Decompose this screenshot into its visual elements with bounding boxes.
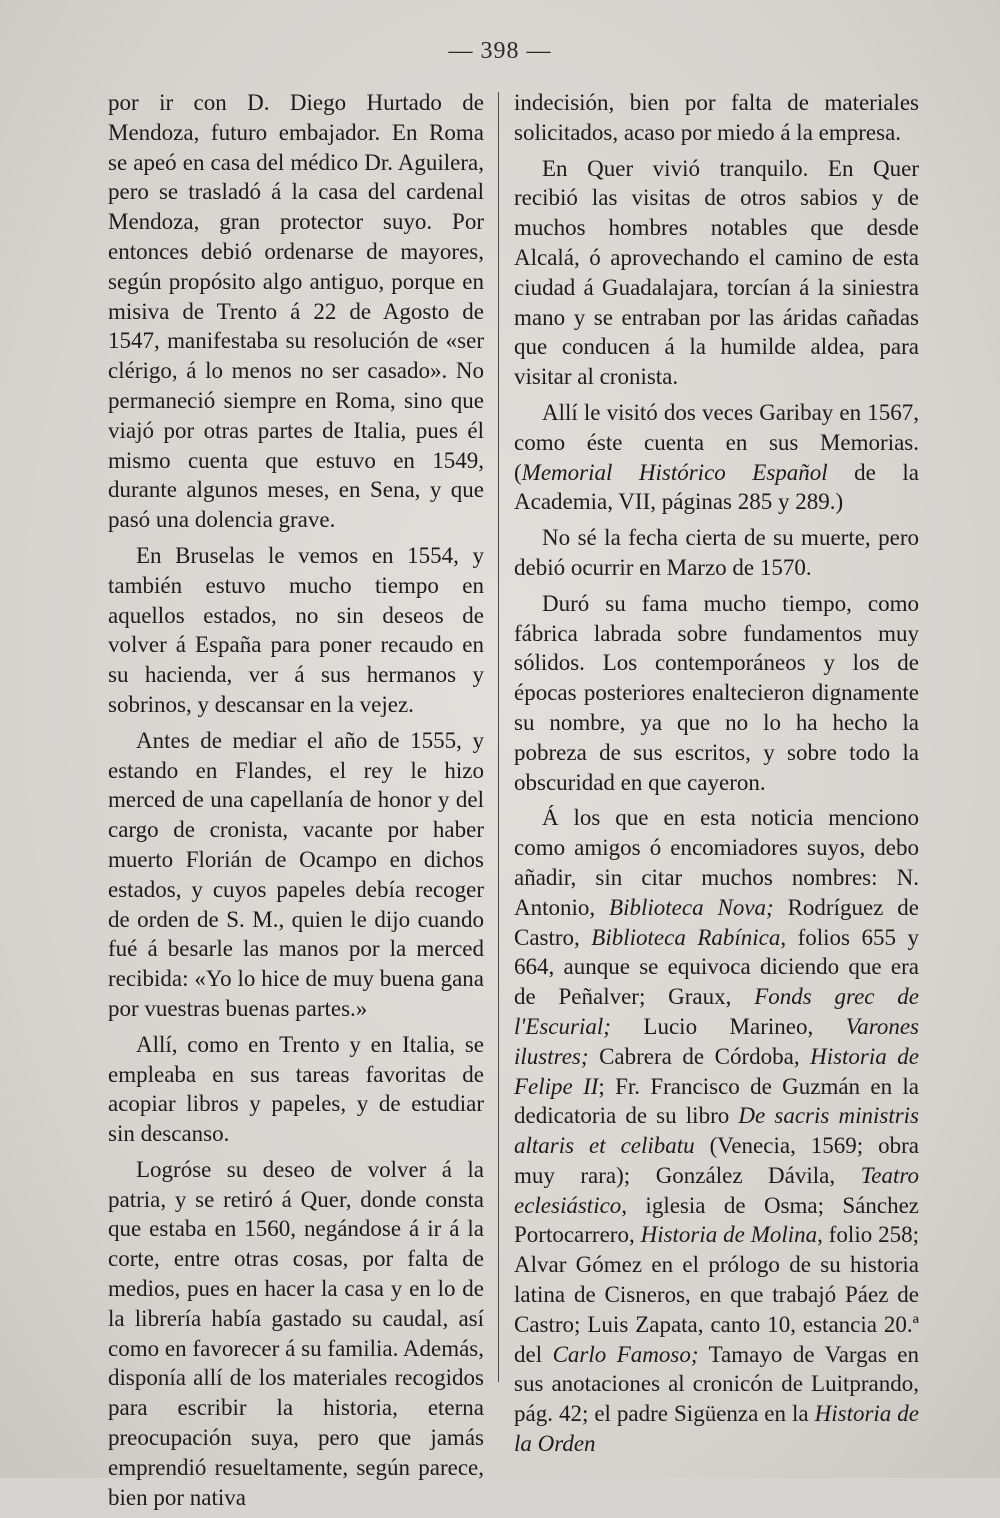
paragraph: indecisión, bien por falta de materiales solicitados, acaso por miedo á la empresa. <box>514 90 919 145</box>
italic-title: Biblioteca Nova; <box>609 894 774 920</box>
italic-title: Varones ilustres; <box>514 1013 919 1069</box>
paragraph: En Quer vivió tranquilo. En Quer recibió las visitas de otros sabios y de muchos hombres notables que desde Alcalá, ó aprovechando el camino de esta ciudad á Guadalajara, torcían á la siniestra mano y se entraban por las áridas cañadas que conducen á la humilde aldea, para visitar al cronista. <box>514 155 919 390</box>
paragraph: Antes de mediar el año de 1555, y estando en Flandes, el rey le hizo merced de una capellanía de honor y del cargo de cronista, vacante por haber muerto Florián de Ocampo en dichos estados, y cuyos papeles debía recoger de orden de S. M., quien le dijo cuando fué á besarle las manos por la merced recibida: «Yo lo hice de muy buena gana por vuestras buenas partes.» <box>108 727 484 1021</box>
italic-title: Historia de Felipe II <box>514 1043 920 1099</box>
paragraph: Logróse su deseo de volver á la patria, y se retiró á Quer, donde consta que estaba en 1560, negándose á ir á la corte, entre otras cosas, por falta de medios, pues en hacer la casa y en lo de la librería había gastado su caudal, así como en favorecer á su familia. Además, disponía allí de los materiales recogidos para escribir la historia, eterna preocupación suya, pero que jamás emprendió resueltamente, según parece, bien por nativa <box>108 1156 484 1510</box>
text-run: Á los que en esta noticia menciono como amigos ó encomiadores suyos, debo añadir, sin citar muchos nombres: N. Antonio, <box>514 805 919 920</box>
text-run: de la Academia, VII, páginas 285 y 289.) <box>514 459 919 515</box>
italic-title: Carlo Famoso; <box>552 1341 699 1367</box>
italic-title: Fonds grec de l'Escurial; <box>514 984 919 1039</box>
text-run: Lucio Marineo, <box>610 1013 846 1039</box>
left-column <box>108 88 484 1518</box>
paragraph: por ir con D. Diego Hurtado de Mendoza, futuro embajador. En Roma se apeó en casa del médico Dr. Aguilera, pero se trasladó á la casa del cardenal Mendoza, gran protector suyo. Por entonces debió ordenarse de mayores, según propósito algo antiguo, porque en misiva de Trento á 22 de Agosto de 1547, manifestaba su resolución de «ser clérigo, á lo menos no ser casado». No permaneció siempre en Roma, sino que viajó por otras partes de Italia, pues él mismo cuenta que estuvo en 1549, durante algunos meses, en Sena, y que pasó una dolencia grave. <box>108 90 484 533</box>
text-run: , folio 258; Alvar Gómez en el prólogo de su historia latina de Cisneros, en que trabajó Páez de Castro; Luis Zapata, canto 10, estancia 20.ª del <box>514 1222 919 1367</box>
paragraph <box>514 398 919 517</box>
text-run: Cabrera de Córdoba, <box>588 1043 811 1069</box>
paragraph: Duró su fama mucho tiempo, como fábrica labrada sobre fundamentos muy sólidos. Los contemporáneos y los de épocas posteriores enaltecieron dignamente su nombre, ya que no lo ha hecho la pobreza de sus escritos, y sobre todo la obscuridad en que cayeron. <box>514 590 919 795</box>
paragraph <box>514 803 919 1459</box>
text-run: Tamayo de Vargas en sus anotaciones al cronicón de Luitprando, pág. 42; el padre Sigüenza en la <box>514 1341 920 1427</box>
italic-title: Biblioteca Rabínica <box>591 924 781 950</box>
text-run: ; Fr. Francisco de Guzmán en la dedicatoria de su libro <box>514 1073 919 1129</box>
text-run: Allí le visitó dos veces Garibay en 1567, como éste cuenta en sus Memorias. ( <box>514 399 919 485</box>
paragraph: Allí, como en Trento y en Italia, se empleaba en sus tareas favoritas de acopiar libros y papeles, y de estudiar sin descanso. <box>108 1031 484 1147</box>
right-column <box>514 88 919 1465</box>
italic-title: Historia de la Orden <box>514 1401 920 1457</box>
paragraph: No sé la fecha cierta de su muerte, pero debió ocurrir en Marzo de 1570. <box>514 525 919 580</box>
column-divider <box>498 92 499 1382</box>
paragraph: En Bruselas le vemos en 1554, y también estuvo mucho tiempo en aquellos estados, no sin deseos de volver á España para poner recaudo en su hacienda, ver á sus hermanos y sobrinos, y descansar en la vejez. <box>108 542 484 717</box>
italic-title: De sacris ministris altaris et celibatu <box>514 1103 919 1159</box>
italic-title: Teatro eclesiástico <box>514 1162 919 1218</box>
text-run: , iglesia de Osma; Sánchez Portocarrero, <box>514 1192 919 1248</box>
italic-title: Memorial Histórico Español <box>521 459 828 485</box>
text-run: (Venecia, 1569; obra muy rara); González Dávila, <box>514 1133 919 1188</box>
italic-title: Historia de Molina <box>640 1222 818 1248</box>
text-run: , folios 655 y 664, aunque se equivoca diciendo que era de Peñalver; Graux, <box>514 924 919 1010</box>
page-number: — 398 — <box>448 38 552 64</box>
text-run: Rodríguez de Castro, <box>514 894 919 950</box>
